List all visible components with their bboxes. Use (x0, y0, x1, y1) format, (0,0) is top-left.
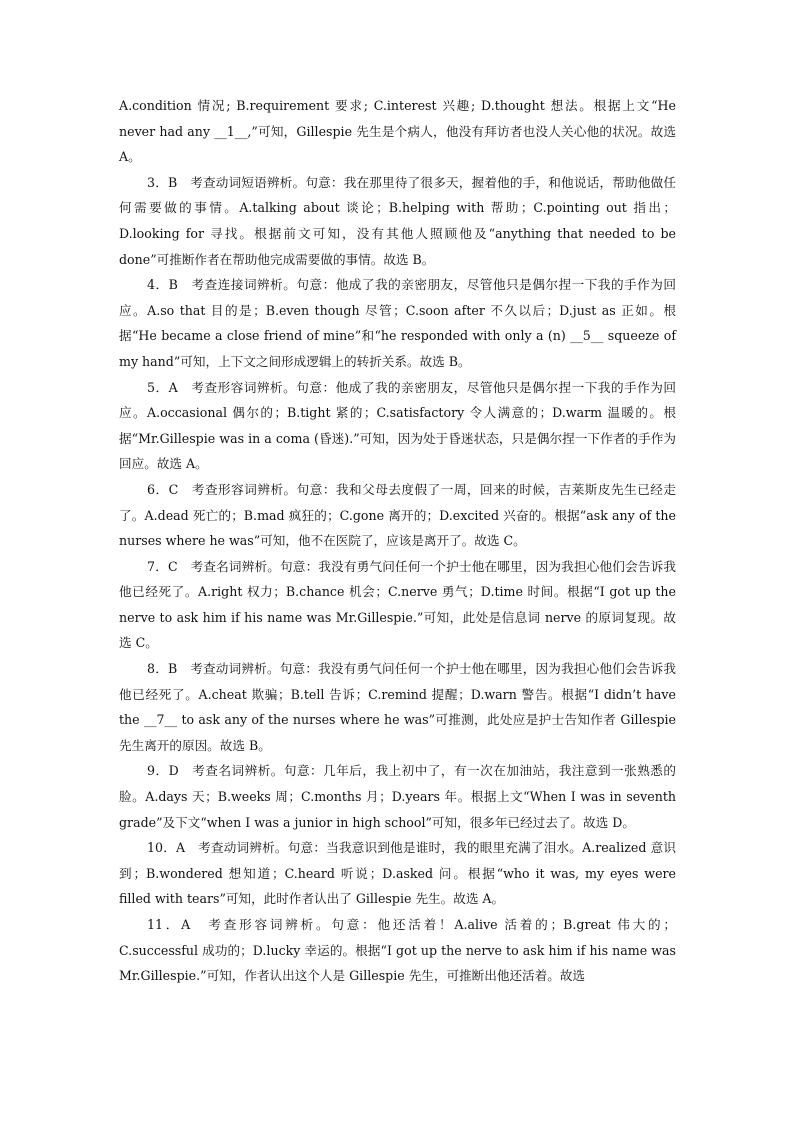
explanation-item-7: 7．C 考查名词辨析。句意：我没有勇气问任何一个护士他在哪里，因为我担心他们会告诉我他已经死了。A.right 权力；B.chance 机会；C.nerve 勇气；D.time 时间。根据“I got up the nerve to ask him if his name was Mr.Gillespie.”可知，此处是信息词 nerve 的原词复现。故选 C。 (119, 558, 681, 651)
explanation-item-11: 11．A 考查形容词辨析。句意：他还活着！A.alive 活着的；B.great 伟大的；C.successful 成功的；D.lucky 幸运的。根据“I got up the nerve to ask him if his name was Mr.Gillespie.”可知，作者认出这个人是 Gillespie 先生，可推断出他还活着。故选 (119, 917, 681, 984)
explanation-item-6: 6．C 考查形容词辨析。句意：我和父母去度假了一周，回来的时候，吉莱斯皮先生已经走了。A.dead 死亡的；B.mad 疯狂的；C.gone 离开的；D.excited 兴奋的。根据“ask any of the nurses where he was”可知，他不在医院了，应该是离开了。故选 C。 (119, 481, 681, 549)
answer-explanations (119, 93, 681, 989)
explanation-item-8: 8．B 考查动词辨析。句意：我没有勇气问任何一个护士他在哪里，因为我担心他们会告诉我他已经死了。A.cheat 欺骗；B.tell 告诉；C.remind 提醒；D.warn 警告。根据“I didn’t have the __7__ to ask any of the nurses where he was”可推测，此处应是护士告知作者 Gillespie 先生离开的原因。故选 B。 (119, 661, 681, 753)
explanation-item-10: 10．A 考查动词辨析。句意：当我意识到他是谁时，我的眼里充满了泪水。A.realized 意识到；B.wondered 想知道；C.heard 听说；D.asked 问。根据“who it was, my eyes were filled with tears”可知，此时作者认出了 Gillespie 先生。故选 A。 (119, 840, 681, 907)
explanation-item-3: 3．B 考查动词短语辨析。句意：我在那里待了很多天，握着他的手，和他说话，帮助他做任何需要做的事情。A.talking about 谈论；B.helping with 帮助；C.pointing out 指出；D.looking for 寻找。根据前文可知，没有其他人照顾他及“anything that needed to be done”可推断作者在帮助他完成需要做的事情。故选 B。 (119, 174, 681, 267)
paragraph-continuation: A.condition 情况; B.requirement 要求; C.interest 兴趣; D.thought 想法。根据上文“He never had any __1__,”可知，Gillespie 先生是个病人，他没有拜访者也没人关心他的状况。故选 A。 (119, 98, 681, 165)
explanation-item-5: 5．A 考查形容词辨析。句意：他成了我的亲密朋友，尽管他只是偶尔捏一下我的手作为回应。A.occasional 偶尔的；B.tight 紧的；C.satisfactory 令人满意的；D.warm 温暖的。根据“Mr.Gillespie was in a coma (昏迷).”可知，因为处于昏迷状态，只是偶尔捏一下作者的手作为回应。故选 A。 (119, 379, 676, 472)
explanation-item-9: 9．D 考查名词辨析。句意：几年后，我上初中了，有一次在加油站，我注意到一张熟悉的脸。A.days 天；B.weeks 周；C.months 月；D.years 年。根据上文“When I was in seventh grade”及下文“when I was a junior in high school”可知，很多年已经过去了。故选 D。 (119, 763, 681, 830)
explanation-item-4: 4．B 考查连接词辨析。句意：他成了我的亲密朋友，尽管他只是偶尔捏一下我的手作为回应。A.so that 目的是；B.even though 尽管；C.soon after 不久以后；D.just as 正如。根据“He became a close friend of mine”和“he responded with only a (n) __5__ squeeze of my hand”可知，上下文之间形成逻辑上的转折关系。故选 B。 (119, 277, 681, 369)
